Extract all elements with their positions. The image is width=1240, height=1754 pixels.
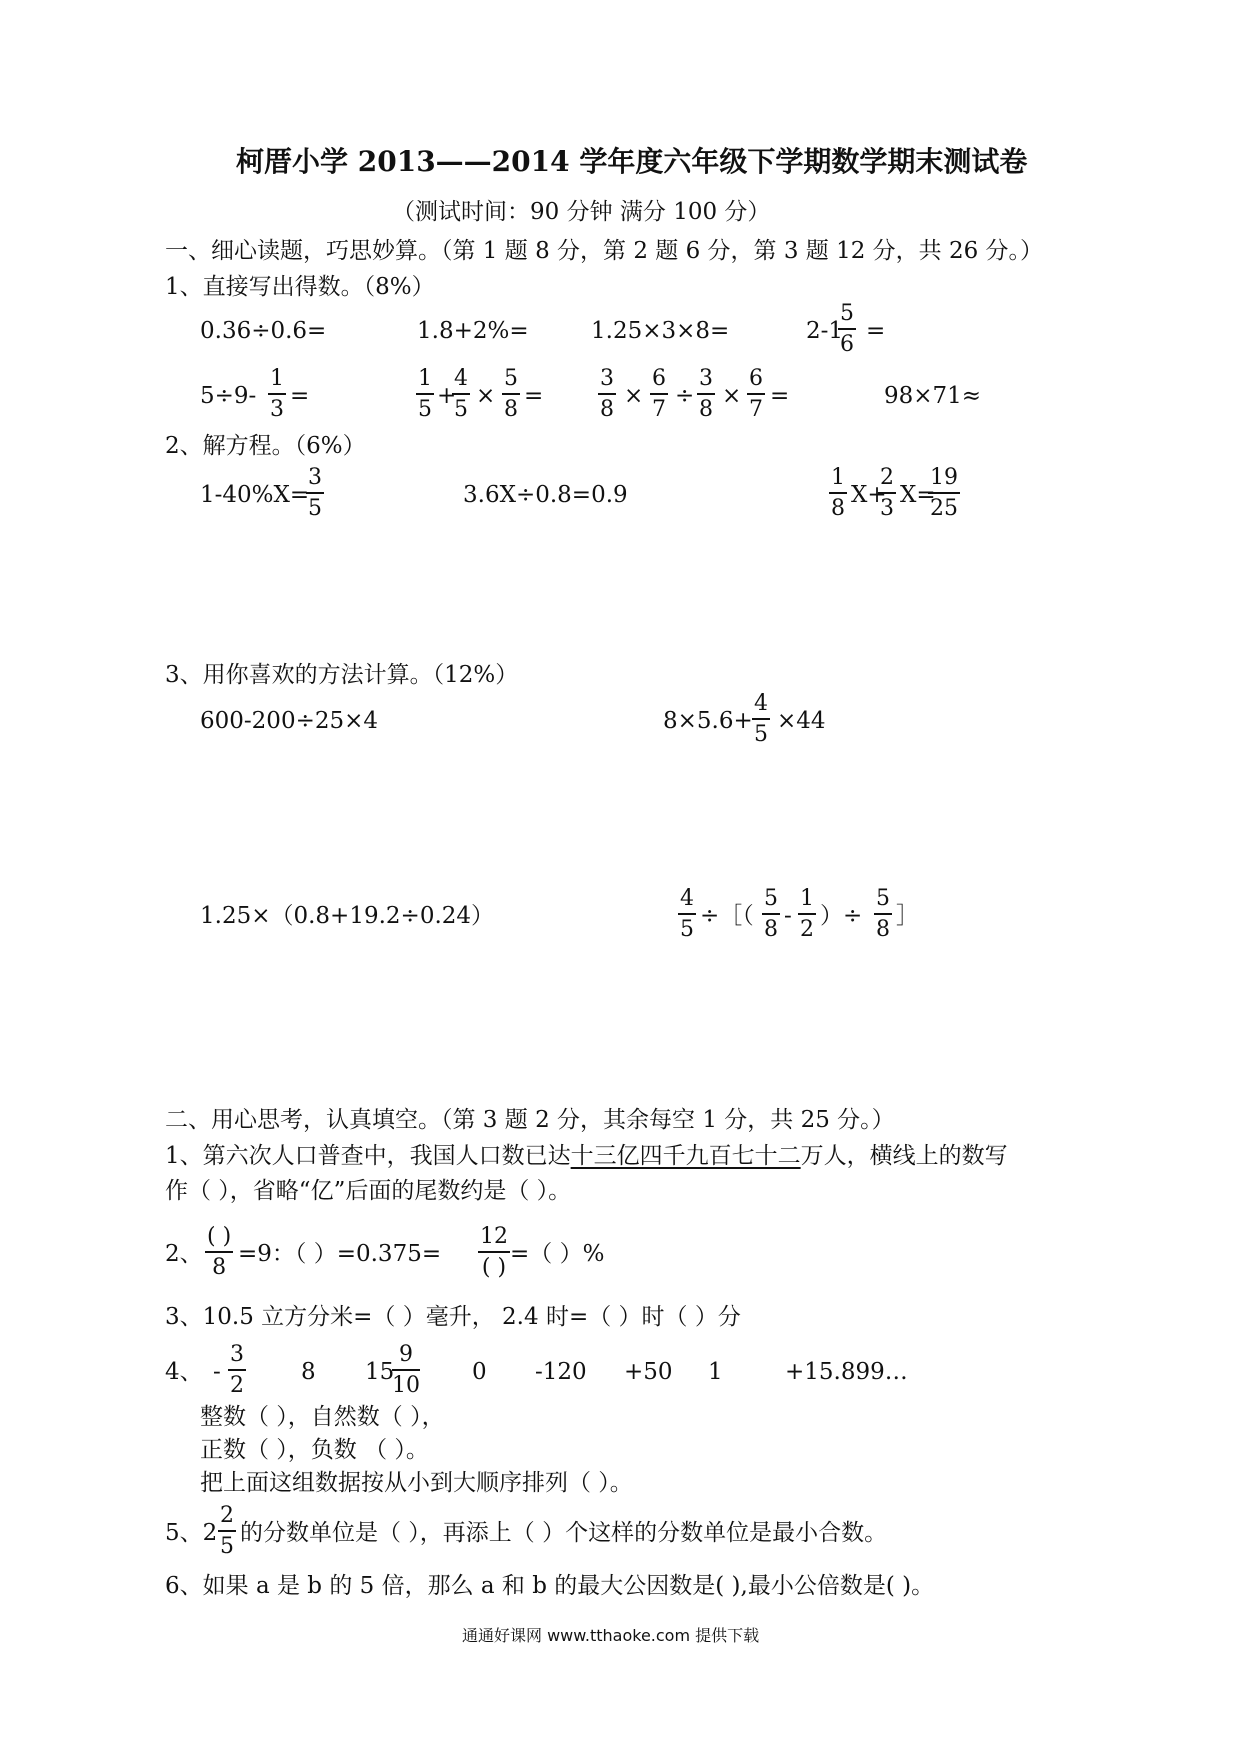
- calc-8: 98×71≈: [884, 383, 982, 409]
- footer-text: 通通好课网 www.tthaoke.com 提供下载: [462, 1626, 760, 1645]
- number-item: +50: [624, 1359, 673, 1385]
- fraction: 9 10: [392, 1342, 420, 1398]
- q2-heading: 2、解方程。（6%）: [165, 433, 366, 459]
- fraction: 2 5: [220, 1503, 234, 1559]
- fraction: 1 3: [270, 366, 284, 422]
- fraction: 5 6: [840, 301, 854, 357]
- operator: ÷: [675, 383, 695, 409]
- operator: =: [524, 383, 544, 409]
- operator: ×: [476, 383, 496, 409]
- subtitle: （测试时间：90 分钟 满分 100 分）: [392, 199, 771, 225]
- fraction: 5 8: [876, 886, 890, 942]
- operator: ×: [722, 383, 742, 409]
- fill-q5-pre: 5、2: [165, 1520, 218, 1546]
- number-item: +15.899…: [785, 1359, 908, 1385]
- fraction: ( ) 8: [207, 1224, 232, 1280]
- fraction: 5 8: [764, 886, 778, 942]
- calc-5: 5÷9-: [200, 383, 257, 409]
- fill-q2-post: =（ ）%: [510, 1241, 605, 1267]
- part1-heading: 一、细心读题，巧思妙算。（第 1 题 8 分，第 2 题 6 分，第 3 题 12 分，共 26 分。）: [165, 238, 1044, 264]
- number-item: 0: [472, 1359, 487, 1385]
- fraction: 6 7: [652, 366, 666, 422]
- fraction: 2 3: [880, 465, 894, 521]
- fraction: 4 5: [680, 886, 694, 942]
- equals: =: [290, 383, 310, 409]
- fraction: 3 5: [308, 465, 322, 521]
- operator: ）÷: [820, 903, 863, 929]
- fraction: 19 25: [930, 465, 958, 521]
- part2-heading: 二、用心思考，认真填空。（第 3 题 2 分，其余每空 1 分，共 25 分。）: [165, 1107, 895, 1133]
- equation-1: 1-40%X=: [200, 482, 310, 508]
- q1-heading: 1、直接写出得数。（8%）: [165, 274, 435, 300]
- fraction: 5 8: [504, 366, 518, 422]
- calc-1: 0.36÷0.6=: [200, 318, 327, 344]
- equation-3-op: X=: [900, 482, 936, 508]
- fill-q4-label: 4、: [165, 1359, 203, 1385]
- fraction: 3 8: [600, 366, 614, 422]
- equation-3-op: X+: [851, 482, 887, 508]
- fraction: 6 7: [749, 366, 763, 422]
- fill-q3: 3、10.5 立方分米=（ ）毫升， 2.4 时=（ ）时（ ）分: [165, 1304, 741, 1330]
- fraction: 1 2: [800, 886, 814, 942]
- operator: ÷［（: [700, 903, 754, 929]
- calc-problem-2b: ×44: [777, 708, 826, 734]
- number-item: -120: [535, 1359, 587, 1385]
- fraction: 1 5: [418, 366, 432, 422]
- page-title: 柯厝小学 2013——2014 学年度六年级下学期数学期末测试卷: [236, 145, 1028, 178]
- fill-q2-label: 2、: [165, 1241, 203, 1267]
- operator: +: [437, 383, 457, 409]
- calc-problem-1: 600-200÷25×4: [200, 708, 379, 734]
- fill-q1-line1: 1、第六次人口普查中，我国人口数已达十三亿四千九百七十二万人，横线上的数写: [165, 1143, 1008, 1169]
- fill-q4-line2: 正数（ ），负数 （ ）。: [200, 1437, 429, 1463]
- calc-4-b: =: [866, 318, 886, 344]
- operator: ×: [624, 383, 644, 409]
- fraction: 3 2: [230, 1342, 244, 1398]
- number-item: 15: [365, 1359, 395, 1385]
- fraction: 4 5: [454, 366, 468, 422]
- fill-q6: 6、如果 a 是 b 的 5 倍，那么 a 和 b 的最大公因数是( ),最小公倍数是( )。: [165, 1573, 935, 1599]
- calc-2: 1.8+2%=: [417, 318, 529, 344]
- minus-sign: -: [213, 1359, 221, 1385]
- fraction: 3 8: [699, 366, 713, 422]
- calc-3: 1.25×3×8=: [591, 318, 730, 344]
- fill-q1-line2: 作（ ），省略“亿”后面的尾数约是（ ）。: [165, 1178, 572, 1204]
- fill-q4-line1: 整数（ ），自然数（ ），: [200, 1404, 445, 1430]
- fill-q5-post: 的分数单位是（ ），再添上（ ）个这样的分数单位是最小合数。: [240, 1520, 888, 1546]
- number-item: 8: [301, 1359, 316, 1385]
- fraction: 4 5: [754, 691, 768, 747]
- q3-heading: 3、用你喜欢的方法计算。（12%）: [165, 662, 519, 688]
- calc-problem-2: 8×5.6+: [663, 708, 753, 734]
- fraction: 12 ( ): [480, 1224, 508, 1280]
- operator: ］: [896, 903, 919, 929]
- fill-q4-line3: 把上面这组数据按从小到大顺序排列（ ）。: [200, 1470, 633, 1496]
- operator: =: [770, 383, 790, 409]
- operator: -: [784, 903, 792, 929]
- fill-q2-mid: =9：（ ）=0.375=: [238, 1241, 442, 1267]
- equation-2: 3.6X÷0.8=0.9: [463, 482, 628, 508]
- number-item: 1: [708, 1359, 723, 1385]
- calc-problem-3: 1.25×（0.8+19.2÷0.24）: [200, 903, 495, 929]
- calc-4-a: 2-1: [806, 318, 844, 344]
- fraction: 1 8: [831, 465, 845, 521]
